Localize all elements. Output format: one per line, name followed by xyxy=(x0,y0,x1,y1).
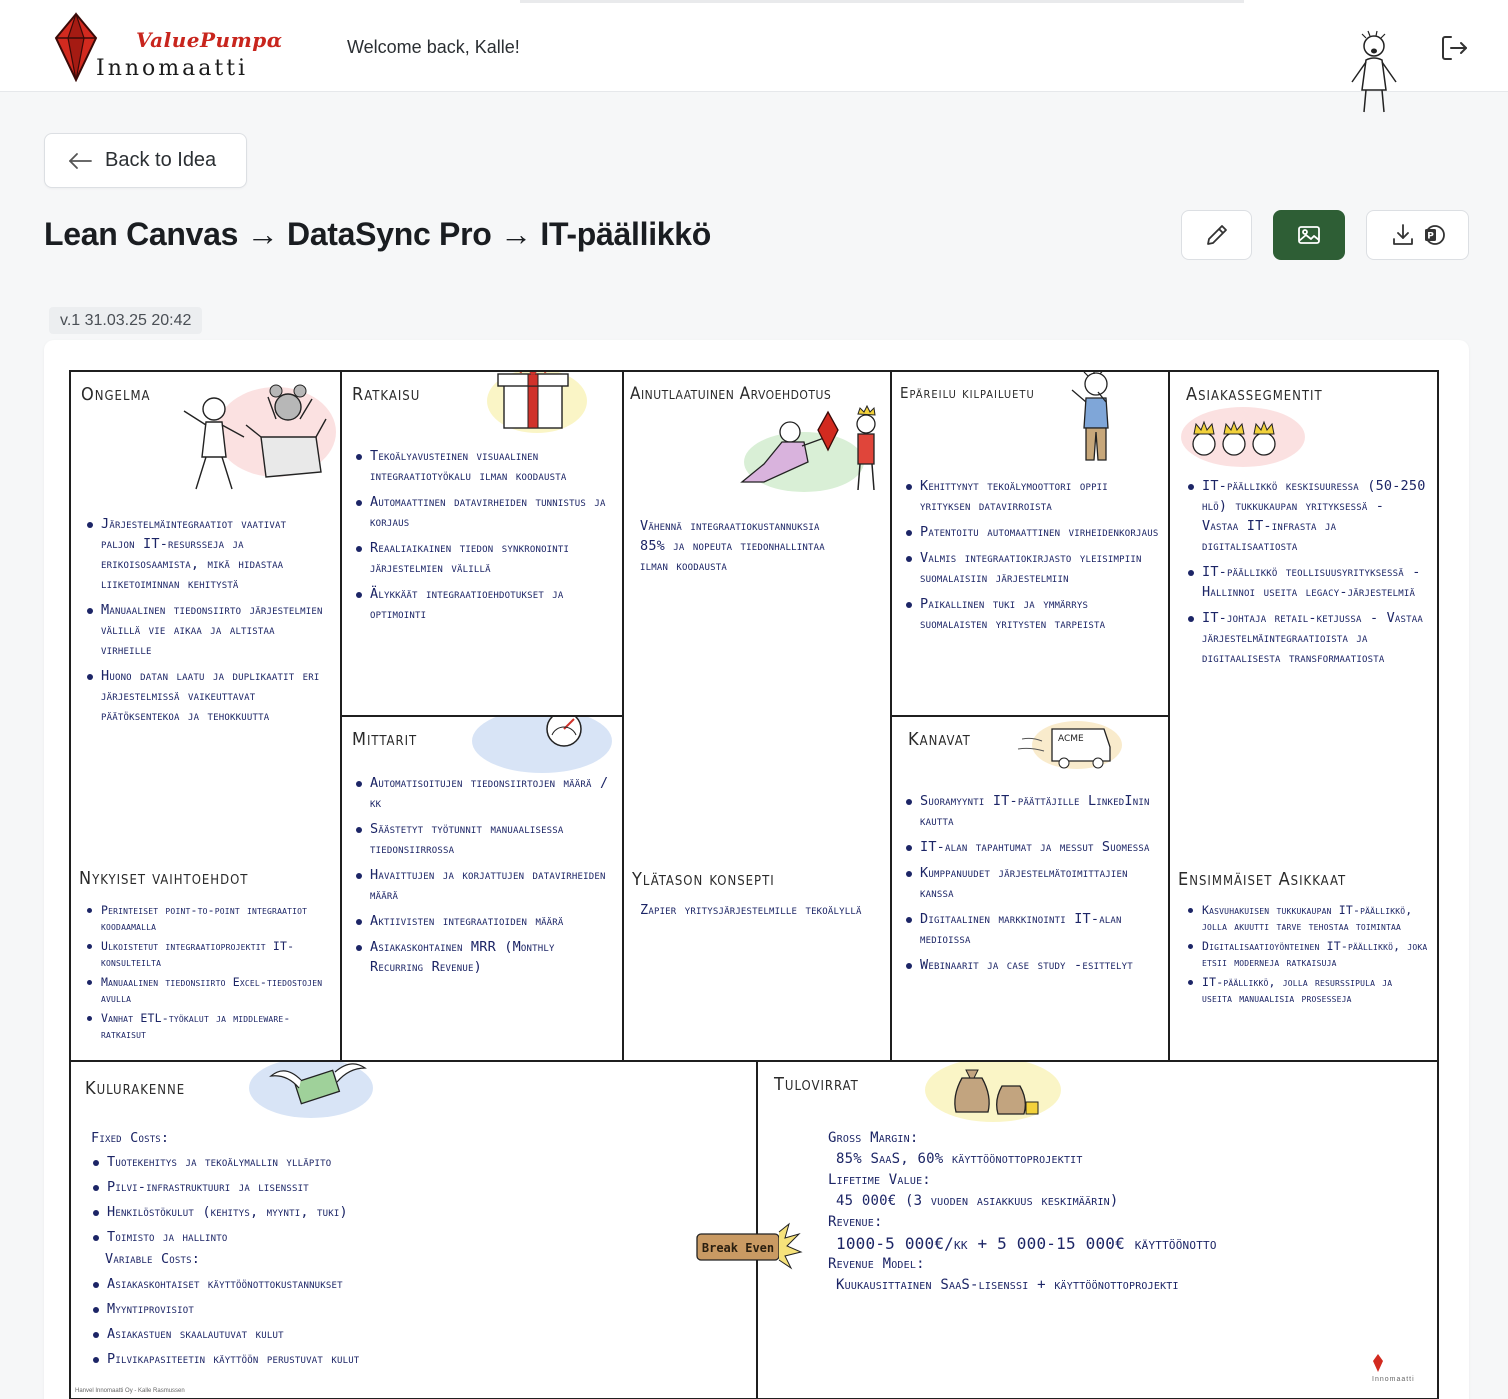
download-pptx-button[interactable] xyxy=(1366,210,1469,260)
acme-label: ACME xyxy=(1058,734,1084,744)
user-avatar[interactable] xyxy=(1344,30,1408,116)
alternative-item: Manuaalinen tiedonsiirto Excel-tiedostojen avulla xyxy=(87,974,327,1006)
cell-uvp xyxy=(624,372,892,1062)
metric-item: Säästetyt työtunnit manuaalisessa tiedonsiirrossa xyxy=(356,819,611,859)
header-progress-line xyxy=(520,0,1244,3)
alternatives-list xyxy=(87,902,327,1046)
channel-item: Digitaalinen markkinointi IT-alan medioissa xyxy=(906,909,1162,949)
advantage-item: Valmis integraatiokirjasto yleisimpiin suomalaisiin järjestelmiin xyxy=(906,548,1160,588)
alternatives-title: Nykyiset vaihtoehdot xyxy=(79,868,249,889)
page-title: Lean Canvas → DataSync Pro → IT-päällikkö xyxy=(44,216,712,252)
concept-title: Ylätason konsepti xyxy=(632,869,775,890)
edit-button[interactable] xyxy=(1181,210,1252,260)
powerpoint-icon xyxy=(1422,223,1446,247)
early-adopter-item: IT-päällikkö, jolla resurssipula ja useita manuaalisia prosesseja xyxy=(1188,974,1428,1006)
footer-brand: Innomaatti xyxy=(1372,1376,1415,1383)
solution-list xyxy=(356,446,611,630)
solution-item: Älykkäät integraatioehdotukset ja optimointi xyxy=(356,584,611,624)
fixed-costs-label: Fixed Costs: xyxy=(91,1130,170,1146)
revenue-model-value: Kuukausittainen SaaS-lisenssi + käyttöönottoprojekti xyxy=(836,1277,1179,1293)
back-to-idea-label: Back to Idea xyxy=(105,149,217,171)
welcome-message: Welcome back, Kalle! xyxy=(347,37,520,57)
image-icon xyxy=(1296,222,1322,248)
advantage-item: Paikallinen tuki ja ymmärrys suomalaisten yritysten tarpeista xyxy=(906,594,1160,634)
money-bags-illustration-icon xyxy=(918,1062,1068,1126)
problem-title: Ongelma xyxy=(81,384,151,405)
segment-item: IT-päällikkö keskisuuressa (50-250 hlö) tukkukaupan yrityksessä - Vastaa IT-infrasta ja digitalisaatiosta xyxy=(1188,476,1428,556)
gross-margin-label: Gross Margin: xyxy=(828,1130,919,1146)
variable-costs-label: Variable Costs: xyxy=(105,1251,201,1267)
problem-list xyxy=(87,514,327,732)
channel-item: Kumppanuudet järjestelmätoimittajien kanssa xyxy=(906,863,1162,903)
channel-item: IT-alan tapahtumat ja messut Suomessa xyxy=(906,837,1162,857)
gross-margin-value: 85% SaaS, 60% käyttöönottoprojektit xyxy=(836,1151,1083,1167)
metric-item: Havaittujen ja korjattujen datavirheiden määrä xyxy=(356,865,611,905)
fixed-costs-list xyxy=(93,1152,613,1247)
advantage-title: Epäreilu kilpailuetu xyxy=(900,384,1035,402)
jack-in-box-illustration-icon xyxy=(166,377,336,502)
metrics-list xyxy=(356,773,611,983)
delivery-van-illustration-icon xyxy=(1012,717,1122,777)
advantage-list xyxy=(906,476,1160,640)
problem-item: Järjestelmäintegraatiot vaativat paljon IT-resursseja ja erikoisosaamista, mikä hidastaa liiketoiminnan kehitystä xyxy=(87,514,327,594)
costs-title: Kulurakenne xyxy=(85,1078,186,1099)
brand-name: Innomaatti xyxy=(96,56,249,81)
revenue-details xyxy=(828,1128,1388,1296)
arrow-left-icon xyxy=(67,152,93,170)
variable-costs-list xyxy=(93,1274,613,1375)
brand-logo[interactable] xyxy=(54,12,294,82)
problem-item: Manuaalinen tiedonsiirto järjestelmien välillä vie aikaa ja altistaa virheille xyxy=(87,600,327,660)
version-badge[interactable]: v.1 31.03.25 20:42 xyxy=(49,307,202,334)
segment-item: IT-johtaja retail-ketjussa - Vastaa järjestelmäintegraatioista ja digitaalisesta transformaatiosta xyxy=(1188,608,1428,668)
solution-item: Tekoälyavusteinen visuaalinen integraatiotyökalu ilman koodausta xyxy=(356,446,611,486)
segments-title: Asiakassegmentit xyxy=(1186,384,1323,405)
solution-item: Automaattinen datavirheiden tunnistus ja korjaus xyxy=(356,492,611,532)
cell-metrics xyxy=(342,717,624,1062)
uvp-title: Ainutlaatuinen Arvoehdotus xyxy=(630,384,832,404)
brand-tagline: ValuePumpα xyxy=(136,28,283,52)
app-header xyxy=(0,0,1508,92)
fixed-cost-item: Tuotekehitys ja tekoälymallin ylläpito xyxy=(93,1152,613,1172)
pencil-icon xyxy=(1204,222,1230,248)
solution-item: Reaaliaikainen tiedon synkronointi järjestelmien välillä xyxy=(356,538,611,578)
channels-title: Kanavat xyxy=(908,729,971,750)
variable-cost-item: Asiakastuen skaalautuvat kulut xyxy=(93,1324,613,1344)
variable-cost-item: Asiakaskohtaiset käyttöönottokustannukset xyxy=(93,1274,613,1294)
kings-illustration-icon xyxy=(1178,402,1308,472)
uvp-text: Vähennä integraatiokustannuksia 85% ja nopeuta tiedonhallintaa ilman koodausta xyxy=(640,518,825,574)
cell-advantage xyxy=(892,372,1170,717)
break-even-illustration-icon xyxy=(671,1212,811,1282)
advantage-item: Kehittynyt tekoälymoottori oppii yrityksen datavirroista xyxy=(906,476,1160,516)
segments-list xyxy=(1188,476,1428,674)
early-adopter-item: Kasvuhakuisen tukkukaupan IT-päällikkö, jolla akuutti tarve tehostaa toimintaa xyxy=(1188,902,1428,934)
cell-revenue xyxy=(758,1062,1439,1398)
revenue-value: 1000-5 000€/kk + 5 000-15 000€ käyttöönotto xyxy=(836,1234,1217,1253)
revenue-label: Revenue: xyxy=(828,1214,883,1230)
cell-solution xyxy=(342,372,624,717)
break-even-label: Break Even xyxy=(701,1241,775,1255)
logout-icon[interactable] xyxy=(1438,32,1470,64)
flying-money-illustration-icon xyxy=(241,1062,381,1124)
variable-cost-item: Pilvikapasiteetin käyttöön perustuvat kulut xyxy=(93,1349,613,1369)
cell-channels xyxy=(892,717,1170,1062)
channels-list xyxy=(906,791,1162,981)
gift-box-illustration-icon xyxy=(482,372,592,436)
offering-gem-illustration-icon xyxy=(724,402,889,502)
footer-credit: Hanvel Innomaatti Oy - Kalle Rasmussen xyxy=(75,1388,185,1394)
svg-text:P: P xyxy=(1426,231,1434,242)
lifetime-value-label: Lifetime Value: xyxy=(828,1172,931,1188)
metric-item: Automatisoitujen tiedonsiirtojen määrä / kk xyxy=(356,773,611,813)
early-adopters-title: Ensimmäiset Asikkaat xyxy=(1178,869,1347,890)
early-adopters-list xyxy=(1188,902,1428,1010)
early-adopter-item: Digitalisaatioyönteinen IT-päällikkö, joka etsii moderneja ratkaisuja xyxy=(1188,938,1428,970)
metrics-title: Mittarit xyxy=(352,729,418,750)
revenue-title: Tulovirrat xyxy=(774,1074,859,1095)
concept-text: Zapier yritysjärjestelmille tekoälyllä xyxy=(640,902,862,918)
back-to-idea-button[interactable] xyxy=(44,133,247,188)
cell-costs xyxy=(71,1062,758,1398)
revenue-model-label: Revenue Model: xyxy=(828,1256,925,1272)
metric-item: Asiakaskohtainen MRR (Monthly Recurring Revenue) xyxy=(356,937,611,977)
channel-item: Webinaarit ja case study -esittelyt xyxy=(906,955,1162,975)
lifetime-value-value: 45 000€ (3 vuoden asiakkuus keskimäärin) xyxy=(836,1193,1119,1209)
alternative-item: Ulkoistetut integraatioprojektit IT-konsulteilta xyxy=(87,938,327,970)
cell-segments xyxy=(1170,372,1439,1062)
fixed-cost-item: Toimisto ja hallinto xyxy=(93,1227,613,1247)
alternative-item: Perinteiset point-to-point integraatiot koodaamalla xyxy=(87,902,327,934)
advantage-item: Patentoitu automaattinen virheidenkorjaus xyxy=(906,522,1160,542)
fixed-cost-item: Pilvi-infrastruktuuri ja lisenssit xyxy=(93,1177,613,1197)
image-view-button[interactable] xyxy=(1273,210,1345,260)
cell-problem xyxy=(71,372,342,1062)
download-icon xyxy=(1390,222,1416,248)
channel-item: Suoramyynti IT-päättäjille LinkedInin kautta xyxy=(906,791,1162,831)
lean-canvas xyxy=(69,370,1439,1399)
solution-title: Ratkaisu xyxy=(352,384,421,405)
segment-item: IT-päällikkö teollisuusyrityksessä - Hallinnoi useita legacy-järjestelmiä xyxy=(1188,562,1428,602)
fixed-cost-item: Henkilöstökulut (kehitys, myynti, tuki) xyxy=(93,1202,613,1222)
alternative-item: Vanhat ETL-työkalut ja middleware-ratkaisut xyxy=(87,1010,327,1042)
metric-item: Aktiivisten integraatioiden määrä xyxy=(356,911,611,931)
problem-item: Huono datan laatu ja duplikaatit eri järjestelmissä vaikeuttavat päätöksentekoa ja tehokkuutta xyxy=(87,666,327,726)
thinking-person-illustration-icon xyxy=(1062,372,1132,466)
gem-logo-icon xyxy=(54,12,98,82)
variable-cost-item: Myyntiprovisiot xyxy=(93,1299,613,1319)
